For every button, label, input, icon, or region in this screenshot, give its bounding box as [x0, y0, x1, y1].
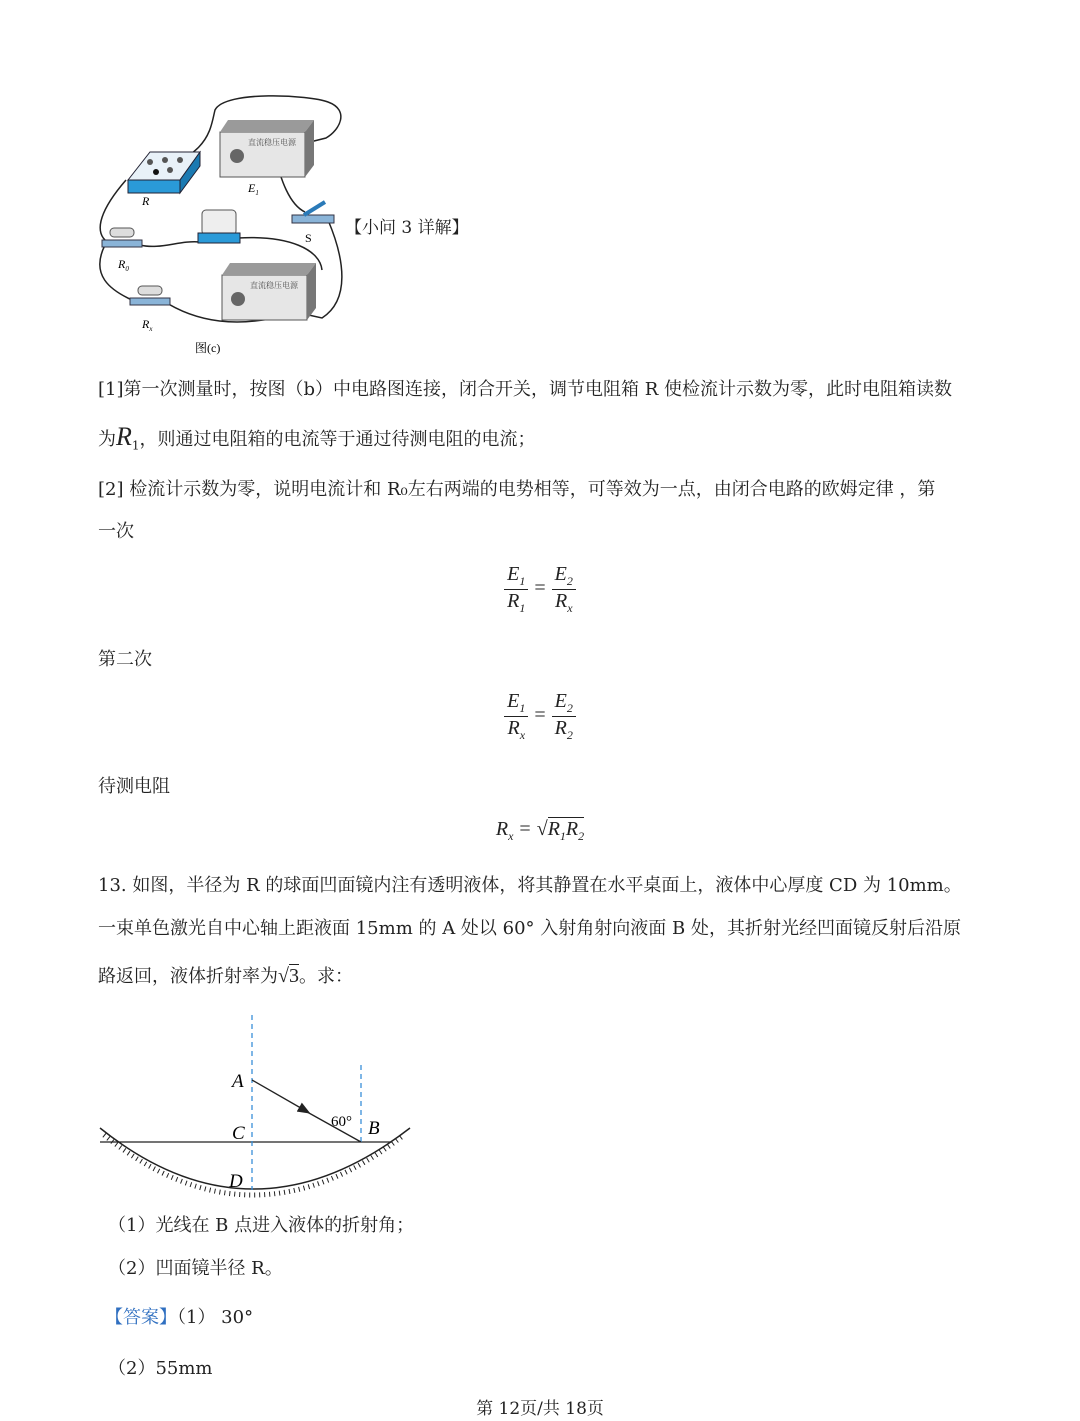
angle-label: 60° — [331, 1114, 352, 1130]
r1-symbol: R — [116, 422, 132, 451]
label-r0: $R_0$ — [118, 257, 129, 273]
sub-question-2: （2）凹面镜半径 R。 — [108, 1258, 283, 1279]
label-b: B — [368, 1118, 380, 1139]
para1-line1: [1]第一次测量时，按图（b）中电路图连接，闭合开关，调节电阻箱 R 使检流计示数为零，此时电阻箱读数 — [98, 379, 953, 400]
resistor-r0-icon — [102, 228, 142, 247]
label-s: S — [305, 231, 312, 245]
power-supply-icon — [220, 120, 314, 177]
label-d: D — [229, 1171, 243, 1192]
formula-third: $R_x = √R_1R_2$ — [495, 818, 585, 843]
page-footer: 第 12页/共 18页 — [476, 1399, 604, 1419]
label-a: A — [232, 1071, 244, 1092]
section-title: 【小问 3 详解】 — [345, 218, 469, 238]
label-r: R — [142, 194, 150, 208]
figure-caption: 图(c) — [195, 341, 221, 355]
text: ，则通过电阻箱的电流等于通过待测电阻的电流； — [139, 429, 536, 450]
para2-line2: 一次 — [98, 521, 134, 542]
answer-1: （1） 30° — [177, 1307, 254, 1328]
formula-first: $\frac{E_1}{R_1}$ = $\frac{E_2}{R_x}$ — [0, 563, 1080, 616]
answer-line-1 — [105, 1303, 253, 1329]
answer-line-2: （2）55mm — [108, 1358, 213, 1379]
power-supply-label: 直流稳压电源 — [248, 138, 296, 147]
label-rx: $R_x$ — [142, 317, 153, 333]
answer-tag: 【答案】 — [105, 1307, 177, 1328]
switch-icon — [292, 202, 334, 223]
formula-second: $\frac{E_1}{R_x}$ = $\frac{E_2}{R_2}$ — [0, 690, 1080, 743]
sub-question-1: （1）光线在 B 点进入液体的折射角； — [108, 1215, 415, 1236]
galvanometer-icon — [198, 210, 240, 243]
power-supply-2-icon — [222, 263, 316, 320]
q13-line2: 一束单色激光自中心轴上距液面 15mm 的 A 处以 60° 入射角射向液面 B 处，其折射光经凹面镜反射后沿原 — [98, 918, 961, 939]
power-supply-label: 直流稳压电源 — [250, 281, 298, 290]
r1-sub: 1 — [131, 438, 140, 453]
text: 为 — [98, 429, 116, 450]
resistor-rx-icon — [130, 286, 170, 305]
resistance-box-icon — [128, 152, 200, 193]
third-label: 待测电阻 — [98, 776, 170, 797]
q13-line3: 路返回，液体折射率为√3。求： — [98, 965, 353, 987]
concave-mirror-figure — [90, 1005, 430, 1200]
second-label: 第二次 — [98, 649, 152, 670]
q13-line1: 13. 如图，半径为 R 的球面凹面镜内注有透明液体，将其静置在水平桌面上，液体中心厚度 CD 为 10mm。 — [98, 875, 962, 896]
para2-line1: [2] 检流计示数为零，说明电流计和 R₀左右两端的电势相等，可等效为一点，由闭合电路的欧姆定律 ，第 — [98, 479, 936, 500]
para1-line2 — [98, 422, 536, 453]
label-e1: $E_1$ — [248, 181, 259, 197]
label-c: C — [232, 1123, 245, 1144]
